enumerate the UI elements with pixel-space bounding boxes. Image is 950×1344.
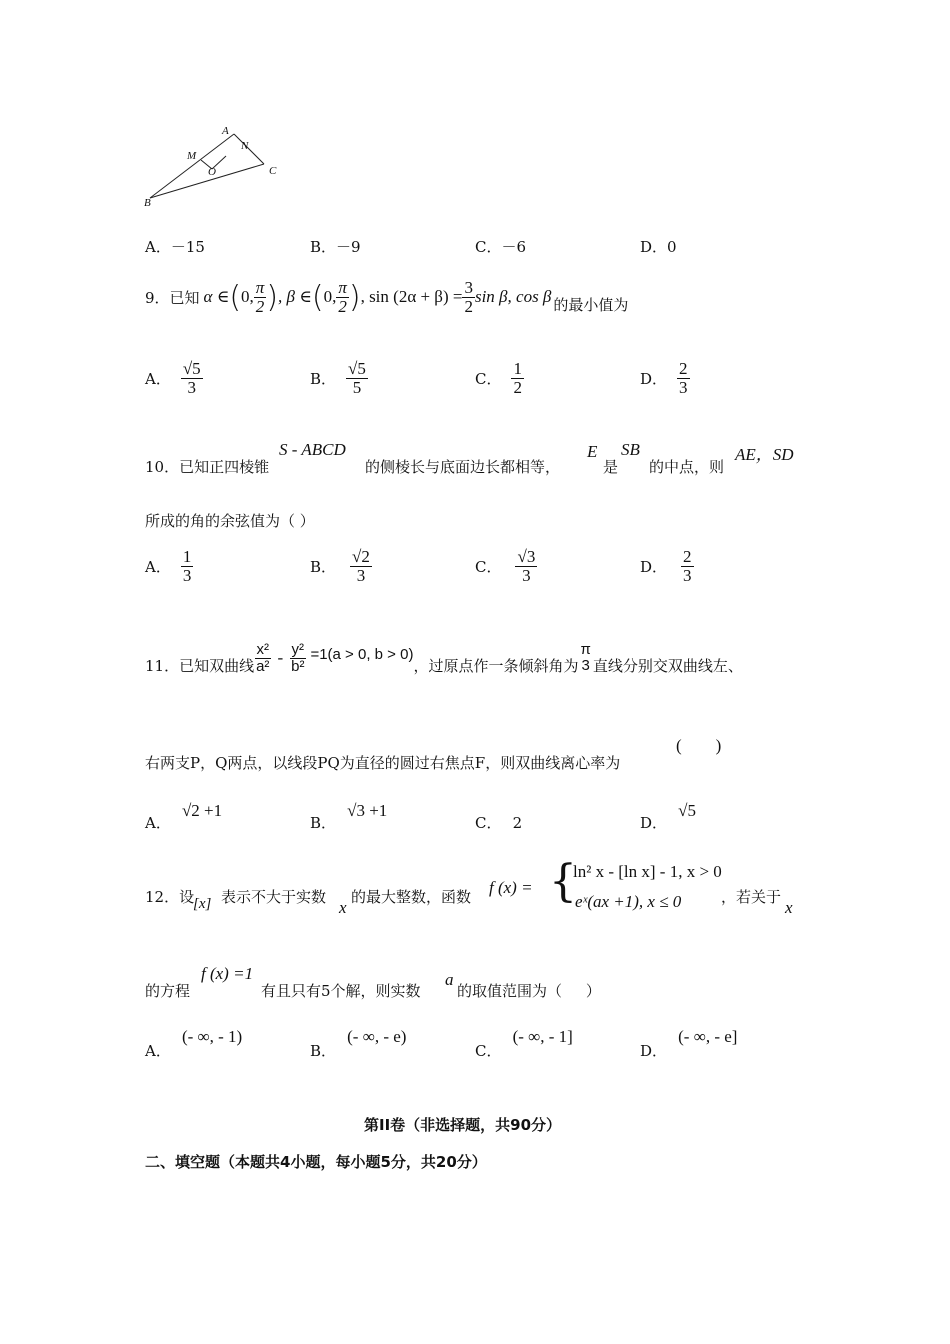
q12-option-a: A． (- ∞, - 1): [145, 1027, 243, 1060]
q11-option-d: D． √5: [640, 801, 696, 832]
q10-AE-SD: AE，SD: [735, 445, 794, 464]
q12-fx: f (x) =: [489, 878, 533, 897]
q12-option-c: C． (- ∞, - 1]: [475, 1027, 573, 1060]
q10-option-d: D． $\frac{2}{3}$: [640, 547, 692, 585]
q9-option-a: A． $\frac{√5}{3}$: [145, 359, 201, 397]
q10-option-b: B． $\frac{√2}{3}$: [310, 547, 370, 585]
q12-line2-b: 有且只有5个解，则实数: [261, 982, 421, 1000]
q8-option-a: A．－15: [145, 238, 205, 256]
q11-eq: =1(a > 0, b > 0): [310, 645, 414, 663]
q12-option-d: D． (- ∞, - e]: [640, 1027, 738, 1060]
q12-case2: eˣ(ax +1), x ≤ 0: [575, 892, 682, 911]
q9-zero-1: 0,: [241, 287, 254, 306]
q9-alpha-in: α ∈: [203, 287, 230, 306]
q11-option-a: A． √2 +1: [145, 801, 223, 832]
q8-option-d: D．0: [640, 238, 677, 256]
label-A: A: [222, 125, 229, 137]
q10-E: E: [587, 442, 598, 461]
q12-prefix: 12．设: [145, 888, 195, 906]
q11-paren: ( ): [676, 736, 722, 755]
q9-pi-over-2-a: $\frac{\pi}{2}$: [255, 277, 265, 316]
q11-x2-over-a2: $\frac{\text{x²}}{\text{a²}}$: [256, 640, 270, 675]
q10-option-c: C． $\frac{√3}{3}$: [475, 547, 536, 585]
q11-minus: -: [277, 648, 284, 667]
q8-option-b: B．－9: [310, 238, 361, 256]
q12-line2-c: 的取值范围为（ ）: [457, 982, 601, 1000]
part2-title: 第II卷（非选择题，共90分）: [364, 1116, 562, 1134]
q9-option-b: B． $\frac{√5}{5}$: [310, 359, 366, 397]
q9-zero-2: 0,: [323, 287, 337, 306]
question-11: [145, 630, 743, 686]
q12-a: a: [445, 970, 454, 989]
question-9: 9．已知 α ∈ ( 0, $\frac{\pi}{2}$ ) , β ∈ ( 0, $\frac{\pi}{2}$ ) , sin (2α + β) = $\frac{3}{2}$ sin β, cos β 的最小值为: [145, 277, 629, 316]
label-O: O: [208, 166, 216, 178]
q10-prefix: 10．已知正四棱锥: [145, 458, 270, 476]
part2-section-heading: 二、填空题（本题共4小题，每小题5分，共20分）: [145, 1153, 487, 1171]
q11-suffix: 直线分别交双曲线左、: [592, 656, 743, 675]
q11-mid: ，过原点作一条倾斜角为: [413, 656, 579, 675]
q9-option-d: D． $\frac{2}{3}$: [640, 359, 688, 397]
q12-eq: f (x) =1: [201, 964, 254, 983]
q10-mid1: 的侧棱长与底面边长都相等，: [365, 458, 561, 476]
q9-prefix: 9．已知: [145, 288, 200, 307]
q10-line2: 所成的角的余弦值为（ ）: [145, 512, 315, 530]
q10-pyramid: S - ABCD: [279, 440, 346, 459]
q10-mid2: 的中点，则: [649, 458, 725, 476]
q9-three-halves: $\frac{3}{2}$: [464, 277, 473, 316]
q12-x: x: [339, 898, 347, 917]
q9-option-c: C． $\frac{1}{2}$: [475, 359, 522, 397]
label-M: M: [187, 150, 197, 162]
q11-y2-over-b2: $\frac{\text{y²}}{\text{b²}}$: [291, 640, 305, 675]
q12-line2-a: 的方程: [145, 982, 191, 1000]
q12-line2: [145, 964, 645, 1000]
q9-suffix: 的最小值为: [553, 295, 629, 314]
q11-option-b: B． √3 +1: [310, 801, 388, 832]
q12-x2: x: [785, 898, 793, 917]
q8-option-c: C．－6: [475, 238, 527, 256]
triangle-figure: [138, 122, 288, 212]
q12-case1: ln² x - [ln x] - 1, x > 0: [573, 862, 722, 881]
label-C: C: [269, 165, 277, 177]
q12-option-b: B． (- ∞, - e): [310, 1027, 407, 1060]
question-12: 12．设 [x] 表示不大于实数 x 的最大整数，函数 f (x) = { ln² x - [ln x] - 1, x > 0 eˣ(ax +1), x ≤ 0 ，若关于 x: [145, 856, 793, 917]
label-B: B: [144, 197, 151, 209]
q10-option-a: A． $\frac{1}{3}$: [145, 547, 192, 585]
q11-prefix: 11．已知双曲线: [145, 656, 255, 675]
q11-option-c: C． 2: [475, 814, 523, 832]
q9-sin-part: , sin (2α + β) =: [360, 287, 463, 306]
q12-floor: [x]: [193, 896, 212, 912]
q12-mid1: 表示不大于实数: [221, 888, 327, 906]
q9-sin-beta: sin β, cos β: [474, 287, 552, 306]
q12-suffix: ，若关于: [721, 888, 782, 906]
q9-pi-over-2-b: $\frac{\pi}{2}$: [338, 277, 347, 316]
label-N: N: [241, 140, 249, 152]
q10-SB: SB: [621, 440, 640, 459]
q11-pi-over-3: π 3: [580, 641, 591, 674]
q10-is: 是: [603, 458, 619, 476]
q9-beta-in: , β ∈: [278, 287, 312, 306]
q12-mid2: 的最大整数，函数: [351, 888, 472, 906]
q11-line2: 右两支P，Q两点，以线段PQ为直径的圆过右焦点F，则双曲线离心率为: [145, 754, 621, 772]
